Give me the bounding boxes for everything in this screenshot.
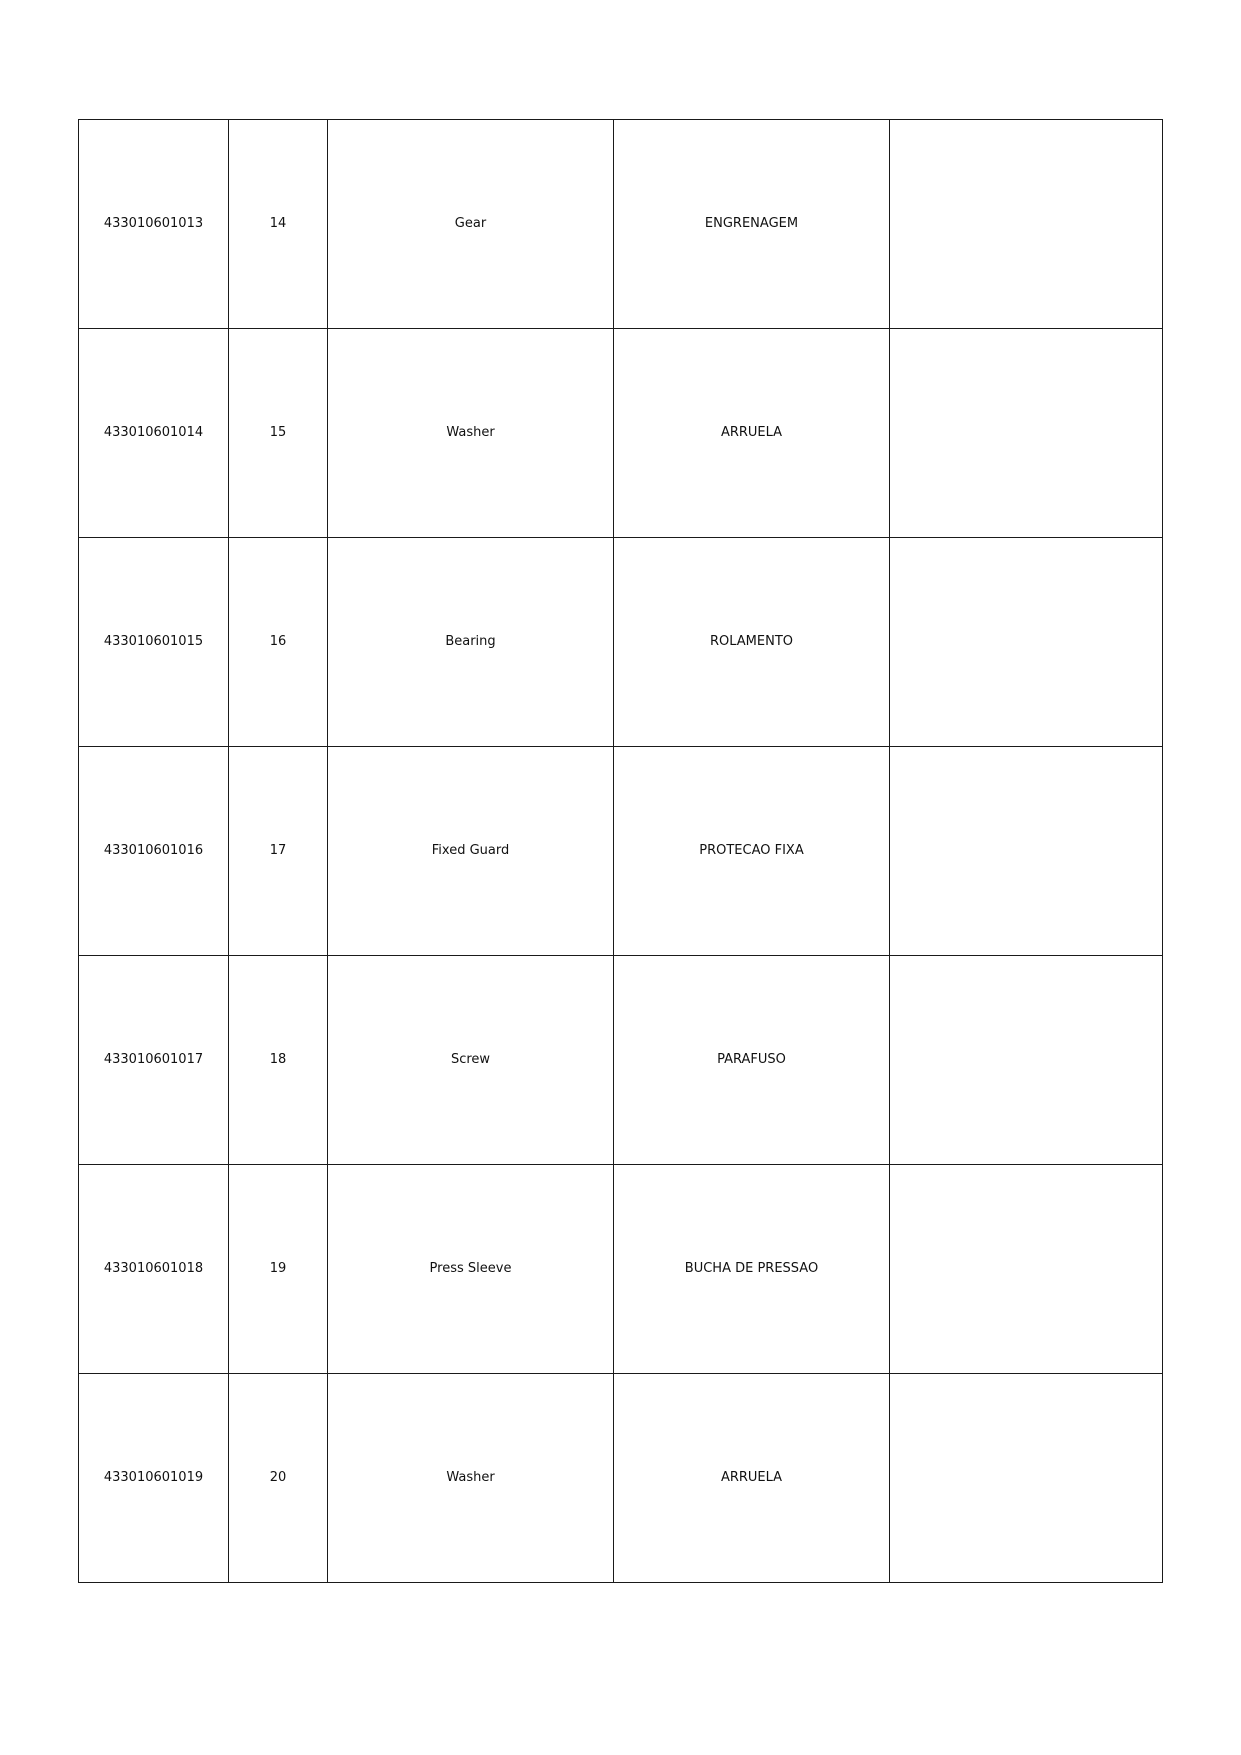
position-number-cell: 19: [229, 1165, 328, 1374]
notes-cell: [890, 120, 1163, 329]
notes-cell: [890, 956, 1163, 1165]
position-number-cell: 17: [229, 747, 328, 956]
table-row: [79, 329, 1163, 538]
notes-cell: [890, 1374, 1163, 1583]
description-en-cell: Bearing: [328, 538, 614, 747]
part-code-cell: 433010601015: [79, 538, 229, 747]
description-pt-cell: ARRUELA: [614, 1374, 890, 1583]
parts-table-body: [79, 120, 1163, 1583]
description-en-cell: Fixed Guard: [328, 747, 614, 956]
description-pt-cell: ENGRENAGEM: [614, 120, 890, 329]
table-row: [79, 538, 1163, 747]
description-pt-cell: PARAFUSO: [614, 956, 890, 1165]
description-pt-cell: ROLAMENTO: [614, 538, 890, 747]
description-pt-cell: PROTECAO FIXA: [614, 747, 890, 956]
parts-table: [78, 119, 1163, 1583]
table-row: [79, 747, 1163, 956]
notes-cell: [890, 747, 1163, 956]
description-pt-cell: BUCHA DE PRESSAO: [614, 1165, 890, 1374]
part-code-cell: 433010601017: [79, 956, 229, 1165]
description-en-cell: Press Sleeve: [328, 1165, 614, 1374]
position-number-cell: 16: [229, 538, 328, 747]
position-number-cell: 14: [229, 120, 328, 329]
description-en-cell: Screw: [328, 956, 614, 1165]
part-code-cell: 433010601019: [79, 1374, 229, 1583]
notes-cell: [890, 329, 1163, 538]
description-en-cell: Washer: [328, 1374, 614, 1583]
description-en-cell: Washer: [328, 329, 614, 538]
table-row: [79, 1165, 1163, 1374]
table-row: [79, 956, 1163, 1165]
table-row: [79, 120, 1163, 329]
part-code-cell: 433010601016: [79, 747, 229, 956]
part-code-cell: 433010601014: [79, 329, 229, 538]
notes-cell: [890, 538, 1163, 747]
position-number-cell: 18: [229, 956, 328, 1165]
position-number-cell: 20: [229, 1374, 328, 1583]
description-pt-cell: ARRUELA: [614, 329, 890, 538]
description-en-cell: Gear: [328, 120, 614, 329]
position-number-cell: 15: [229, 329, 328, 538]
part-code-cell: 433010601018: [79, 1165, 229, 1374]
table-row: [79, 1374, 1163, 1583]
notes-cell: [890, 1165, 1163, 1374]
part-code-cell: 433010601013: [79, 120, 229, 329]
